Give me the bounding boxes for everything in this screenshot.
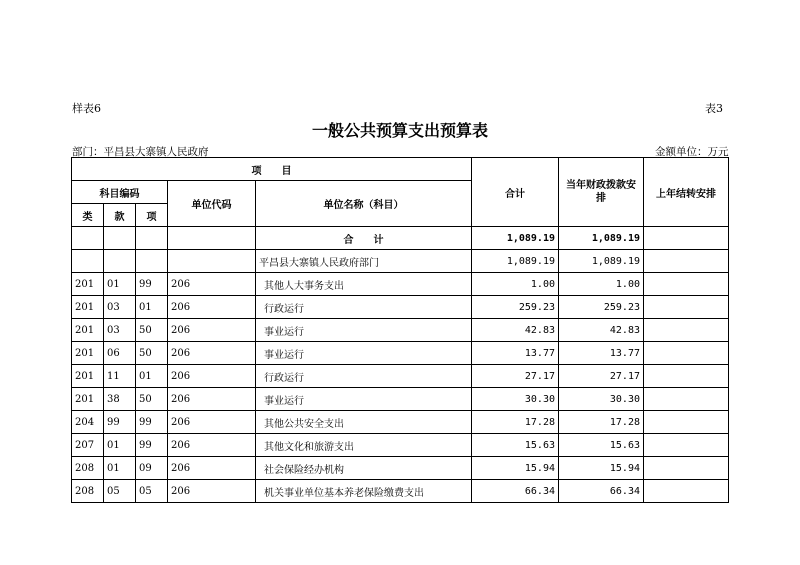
row-prev <box>644 388 729 411</box>
row-unit-name: 行政运行 <box>256 365 472 388</box>
row-kuan: 01 <box>104 457 136 480</box>
total-row <box>72 227 729 250</box>
total-label: 合 计 <box>256 227 472 250</box>
row-unit-code: 206 <box>168 273 256 296</box>
row-kuan: 05 <box>104 480 136 503</box>
budget-table <box>71 157 729 503</box>
row-current: 15.94 <box>559 457 644 480</box>
table-row <box>72 388 729 411</box>
row-unit-code: 206 <box>168 342 256 365</box>
row-current: 66.34 <box>559 480 644 503</box>
row-unit-code: 206 <box>168 457 256 480</box>
row-prev <box>644 457 729 480</box>
header-kuan: 款 <box>104 204 136 227</box>
row-unit-code: 206 <box>168 296 256 319</box>
row-prev <box>644 342 729 365</box>
department-prev <box>644 250 729 273</box>
row-unit-code: 206 <box>168 365 256 388</box>
row-kuan: 03 <box>104 319 136 342</box>
row-prev <box>644 273 729 296</box>
row-kuan: 01 <box>104 434 136 457</box>
table-row <box>72 411 729 434</box>
row-prev <box>644 296 729 319</box>
row-unit-name: 其他文化和旅游支出 <box>256 434 472 457</box>
row-unit-name: 行政运行 <box>256 296 472 319</box>
row-current: 259.23 <box>559 296 644 319</box>
row-item: 99 <box>136 273 168 296</box>
row-item: 99 <box>136 411 168 434</box>
row-current: 17.28 <box>559 411 644 434</box>
header-row-1 <box>72 158 729 181</box>
row-total: 66.34 <box>472 480 559 503</box>
row-prev <box>644 434 729 457</box>
row-total: 1.00 <box>472 273 559 296</box>
table-row <box>72 273 729 296</box>
row-current: 13.77 <box>559 342 644 365</box>
row-item: 09 <box>136 457 168 480</box>
table-row <box>72 434 729 457</box>
row-unit-name: 事业运行 <box>256 342 472 365</box>
table-row <box>72 296 729 319</box>
row-unit-code: 206 <box>168 388 256 411</box>
header-item: 项 <box>136 204 168 227</box>
row-item: 50 <box>136 319 168 342</box>
row-item: 99 <box>136 434 168 457</box>
table-row <box>72 480 729 503</box>
row-total: 30.30 <box>472 388 559 411</box>
row-class: 201 <box>72 296 104 319</box>
row-total: 42.83 <box>472 319 559 342</box>
row-prev <box>644 365 729 388</box>
total-prev <box>644 227 729 250</box>
department-current: 1,089.19 <box>559 250 644 273</box>
department-label: 部门：平昌县大寨镇人民政府 <box>72 146 209 158</box>
header-class: 类 <box>72 204 104 227</box>
row-total: 13.77 <box>472 342 559 365</box>
table-row <box>72 319 729 342</box>
table-row <box>72 365 729 388</box>
row-total: 259.23 <box>472 296 559 319</box>
row-item: 50 <box>136 388 168 411</box>
row-unit-code: 206 <box>168 434 256 457</box>
row-current: 15.63 <box>559 434 644 457</box>
row-class: 207 <box>72 434 104 457</box>
row-unit-name: 事业运行 <box>256 319 472 342</box>
row-unit-code: 206 <box>168 411 256 434</box>
row-unit-code: 206 <box>168 319 256 342</box>
header-total: 合计 <box>472 158 559 227</box>
department-row <box>72 250 729 273</box>
row-total: 27.17 <box>472 365 559 388</box>
row-class: 201 <box>72 273 104 296</box>
row-class: 208 <box>72 457 104 480</box>
row-class: 204 <box>72 411 104 434</box>
row-unit-name: 机关事业单位基本养老保险缴费支出 <box>256 480 472 503</box>
row-current: 42.83 <box>559 319 644 342</box>
row-item: 50 <box>136 342 168 365</box>
sheet-number: 表3 <box>705 102 723 115</box>
row-kuan: 99 <box>104 411 136 434</box>
row-unit-name: 社会保险经办机构 <box>256 457 472 480</box>
row-unit-code: 206 <box>168 480 256 503</box>
row-unit-name: 其他人大事务支出 <box>256 273 472 296</box>
header-unit-name: 单位名称（科目） <box>256 181 472 227</box>
table-row <box>72 457 729 480</box>
row-item: 01 <box>136 296 168 319</box>
row-total: 15.94 <box>472 457 559 480</box>
row-item: 01 <box>136 365 168 388</box>
row-class: 201 <box>72 365 104 388</box>
row-unit-name: 其他公共安全支出 <box>256 411 472 434</box>
total-amount: 1,089.19 <box>472 227 559 250</box>
row-item: 05 <box>136 480 168 503</box>
row-class: 201 <box>72 319 104 342</box>
row-total: 15.63 <box>472 434 559 457</box>
row-prev <box>644 480 729 503</box>
header-current-year: 当年财政拨款安排 <box>559 158 644 227</box>
row-total: 17.28 <box>472 411 559 434</box>
department-name: 平昌县大寨镇人民政府部门 <box>256 250 472 273</box>
row-kuan: 06 <box>104 342 136 365</box>
row-class: 208 <box>72 480 104 503</box>
header-unit-code: 单位代码 <box>168 181 256 227</box>
amount-unit-label: 金额单位：万元 <box>655 146 729 158</box>
total-current: 1,089.19 <box>559 227 644 250</box>
row-class: 201 <box>72 388 104 411</box>
header-prev-year: 上年结转安排 <box>644 158 729 227</box>
row-prev <box>644 411 729 434</box>
page-title: 一般公共预算支出预算表 <box>311 121 488 140</box>
row-class: 201 <box>72 342 104 365</box>
row-prev <box>644 319 729 342</box>
row-unit-name: 事业运行 <box>256 388 472 411</box>
header-project: 项 目 <box>72 158 472 181</box>
sample-label: 样表6 <box>72 102 101 115</box>
row-current: 27.17 <box>559 365 644 388</box>
row-kuan: 38 <box>104 388 136 411</box>
department-total: 1,089.19 <box>472 250 559 273</box>
row-current: 30.30 <box>559 388 644 411</box>
table-row <box>72 342 729 365</box>
row-kuan: 11 <box>104 365 136 388</box>
row-kuan: 01 <box>104 273 136 296</box>
row-kuan: 03 <box>104 296 136 319</box>
row-current: 1.00 <box>559 273 644 296</box>
header-subject-code: 科目编码 <box>72 181 168 204</box>
